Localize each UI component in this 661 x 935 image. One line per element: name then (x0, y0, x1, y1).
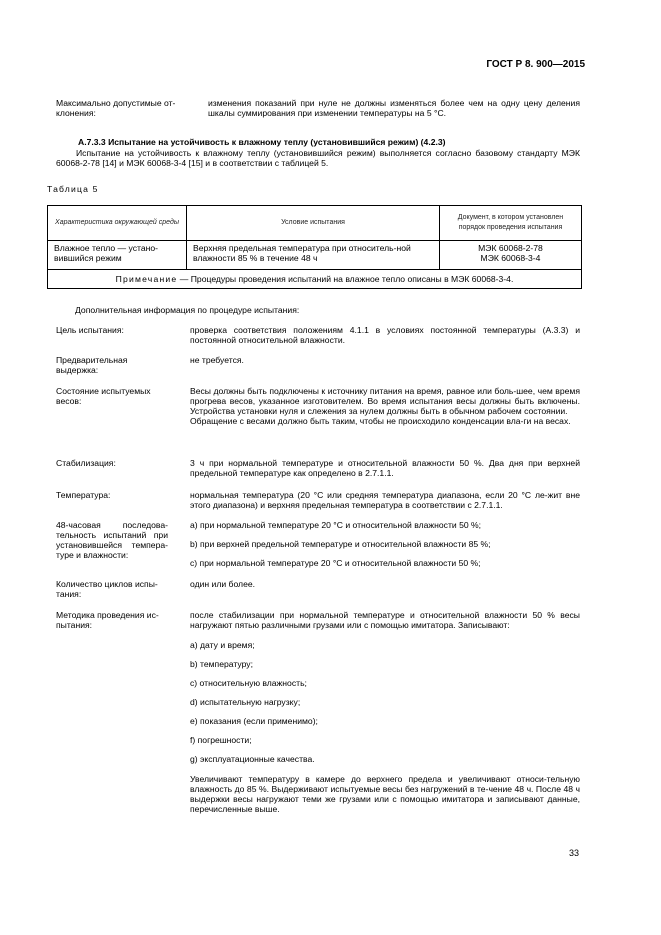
table-cell-document-2: МЭК 60068-3-4 (480, 253, 541, 263)
section-paragraph: Испытание на устойчивость к влажному теплу (установившийся режим) выполняется согласно базовому стандарту МЭК 60068-2-78 [14] и МЭК 60068-3-4 [15] и в соответствии с таблицей 5. (56, 148, 580, 168)
item-method-text (190, 610, 580, 814)
section-title: А.7.3.3 Испытание на устойчивость к влажному теплу (установившийся режим) (4.2.3) (78, 137, 446, 147)
table-cell-condition: Верхняя предельная температура при относитель-ной влажности 85 % в течение 48 ч (187, 241, 440, 270)
item-goal-text: проверка соответствия положениям 4.1.1 в условиях постоянной температуры (А.3.3) и постоянной относительной влажности. (190, 325, 580, 345)
item-method-e: е) показания (если применимо); (190, 716, 318, 726)
document-id-header: ГОСТ Р 8. 900—2015 (486, 59, 585, 70)
item-seq-a: а) при нормальной температуре 20 °С и относительной влажности 50 %; (190, 520, 482, 530)
item-seq-label: 48-часовая последова-тельность испытаний при установившейся темпера-туре и влажности: (56, 520, 168, 560)
item-pre-text: не требуется. (190, 355, 244, 365)
item-method-c: с) относительную влажность; (190, 678, 307, 688)
table-note (48, 270, 582, 289)
item-temp-text: нормальная температура (20 °С или средняя температура диапазона, если 20 °С ле-жит вне этого диапазона) и верхняя предельная температура в соответствии с 2.7.1.1. (190, 490, 580, 510)
item-state-text (190, 386, 580, 426)
item-stab-text: 3 ч при нормальной температуре и относительной влажности 50 %. Два дня при верхней предельной температуре как определено в 2.7.1.1. (190, 458, 580, 478)
table-note-text: — Процедуры проведения испытаний на влажное тепло описаны в МЭК 60068-3-4. (177, 274, 514, 284)
table-cell-document-1: МЭК 60068-2-78 (478, 243, 543, 253)
additional-info-heading: Дополнительная информация по процедуре испытания: (75, 305, 300, 315)
item-method-g: g) эксплуатационные качества. (190, 754, 315, 764)
table-header-document: Документ, в котором установлен порядок проведения испытания (440, 206, 582, 241)
item-seq-text (190, 520, 580, 568)
item-state-text-2: Обращение с весами должно быть таким, чтобы не происходило конденсации вла-ги на весах. (190, 416, 571, 426)
intro-label: Максимально допустимые от-клонения: (56, 98, 176, 118)
table-caption: Таблица 5 (47, 184, 99, 194)
table-cell-document (440, 241, 582, 270)
item-stab-label: Стабилизация: (56, 458, 116, 468)
item-method-label: Методика проведения ис-пытания: (56, 610, 159, 630)
item-state-label: Состояние испытуемых весов: (56, 386, 151, 406)
item-method-b: b) температуру; (190, 659, 253, 669)
item-method-intro: после стабилизации при нормальной температуре и относительной влажности 50 % весы нагружают пятью различными грузами или с помощью имитатора. Записывают: (190, 610, 580, 630)
item-method-final: Увеличивают температуру в камере до верхнего предела и увеличивают относи-тельную влажность до 85 %. Выдерживают испытуемые весы без нагружений в те-чение 48 ч. После 48 ч выдержки весы нагружают теми же грузами или с помощью имитатора и записывают данные, перечисленные выше. (190, 774, 580, 814)
intro-text: изменения показаний при нуле не должны изменяться более чем на одну цену деления шкалы суммирования при изменении температуры на 5 °С. (208, 98, 580, 118)
table-header-row (48, 206, 582, 241)
item-seq-c: с) при нормальной температуре 20 °С и относительной влажности 50 %; (190, 558, 481, 568)
table-note-row (48, 270, 582, 289)
item-method-d: d) испытательную нагрузку; (190, 697, 301, 707)
item-cycles-label: Количество циклов испы-тания: (56, 579, 158, 599)
table-cell-env: Влажное тепло — устано-вившийся режим (48, 241, 187, 270)
test-conditions-table (47, 205, 582, 289)
item-goal-label: Цель испытания: (56, 325, 124, 335)
item-state-text-1: Весы должны быть подключены к источнику питания на время, равное или боль-шее, чем время прогрева весов, указанное изготовителем. Во время испытания весы должны быть включены. Устройства установки нуля и слежения за нулем должны быть в обычном рабочем состоянии. (190, 386, 580, 416)
table-header-env: Характеристика окружающей среды (48, 206, 187, 241)
item-method-a: а) дату и время; (190, 640, 255, 650)
item-pre-label: Предварительная выдержка: (56, 355, 128, 375)
table-header-condition: Условие испытания (187, 206, 440, 241)
table-row (48, 241, 582, 270)
table-note-word: Примечание (115, 274, 178, 284)
item-temp-label: Температура: (56, 490, 111, 500)
item-method-f: f) погрешности; (190, 735, 252, 745)
item-seq-b: b) при верхней предельной температуре и относительной влажности 85 %; (190, 539, 491, 549)
page-number: 33 (568, 848, 579, 858)
item-cycles-text: один или более. (190, 579, 256, 589)
